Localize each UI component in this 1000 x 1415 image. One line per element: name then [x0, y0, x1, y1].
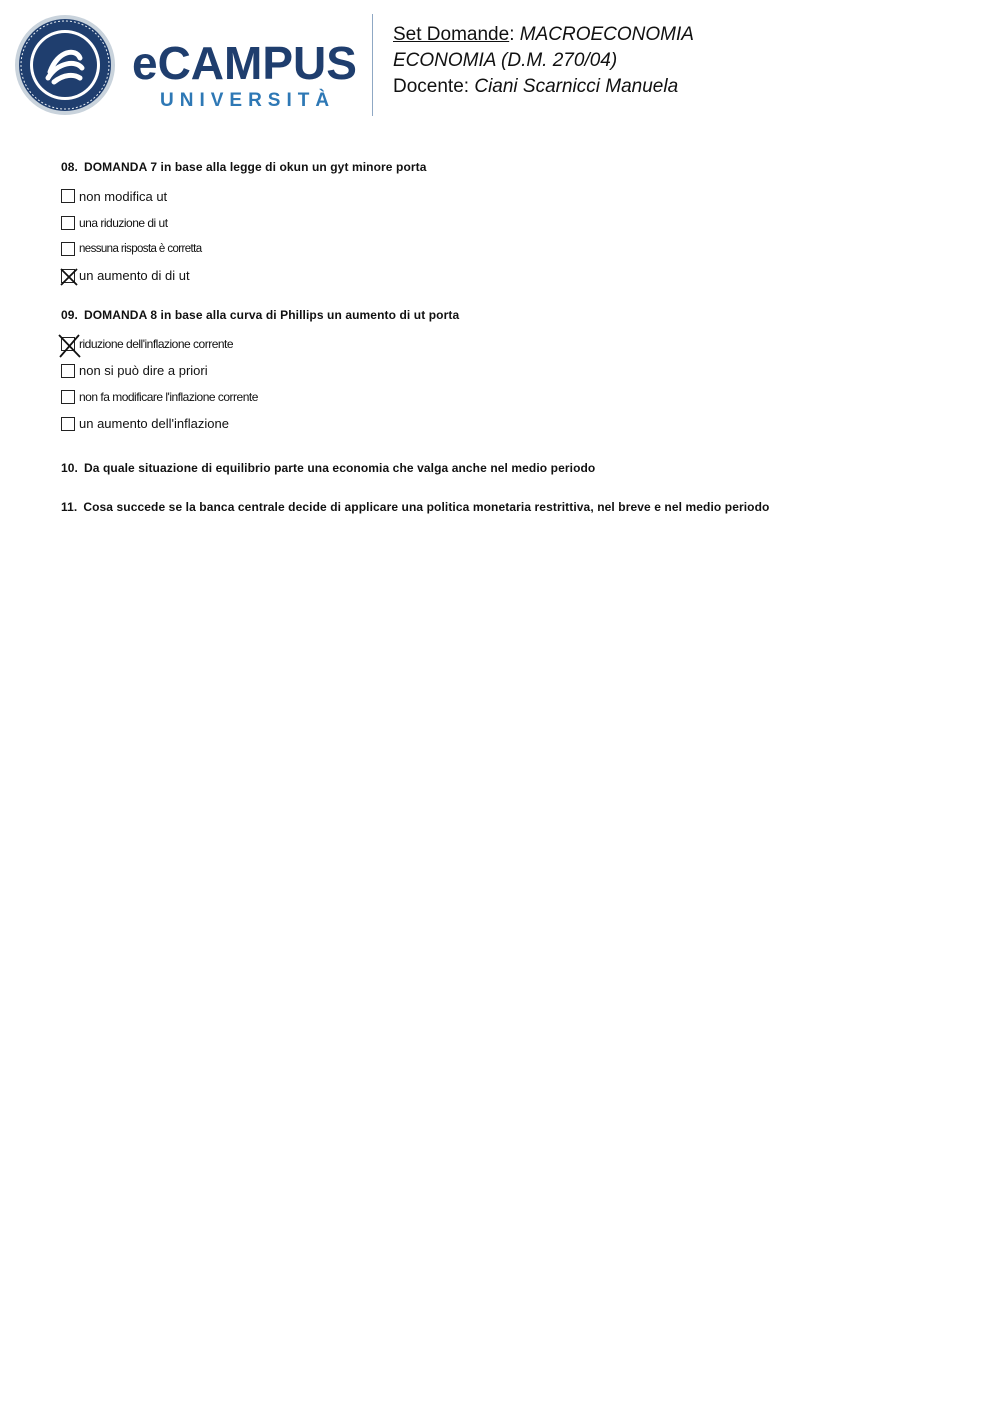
- answer-label: un aumento di di ut: [79, 268, 190, 284]
- answer-label: una riduzione di ut: [79, 215, 168, 230]
- header-divider: [372, 14, 373, 116]
- brand-subtext: UNIVERSITÀ: [160, 90, 336, 111]
- cross-mark-icon: [58, 334, 82, 358]
- teacher-name: Ciani Scarnicci Manuela: [474, 76, 679, 97]
- course-title-line: Set Domande: MACROECONOMIA: [393, 24, 694, 45]
- answer-option[interactable]: [61, 183, 961, 210]
- checkbox[interactable]: [61, 364, 75, 378]
- answer-option[interactable]: [61, 210, 961, 237]
- checkbox[interactable]: [61, 216, 75, 230]
- question-text: DOMANDA 8 in base alla curva di Phillips un aumento di ut porta: [83, 308, 460, 322]
- answer-options: [61, 183, 961, 289]
- checkbox[interactable]: [61, 390, 75, 404]
- question-number: 09.: [61, 308, 78, 322]
- course-name: MACROECONOMIA: [519, 24, 694, 45]
- question-list: [61, 158, 961, 516]
- answer-label: non fa modificare l'inflazione corrente: [79, 390, 258, 405]
- question-title: [61, 306, 961, 324]
- question-title: [61, 459, 961, 477]
- checkbox[interactable]: [61, 242, 75, 256]
- question-title: [61, 498, 961, 516]
- question-number: 11.: [61, 500, 78, 514]
- answer-options: [61, 331, 961, 437]
- answer-option[interactable]: [61, 411, 961, 438]
- answer-label: riduzione dell'inflazione corrente: [79, 337, 234, 352]
- question-text: Da quale situazione di equilibrio parte una economia che valga anche nel medio periodo: [83, 461, 596, 475]
- university-seal-icon: [14, 14, 116, 116]
- answer-option[interactable]: [61, 358, 961, 385]
- checkbox[interactable]: [61, 417, 75, 431]
- answer-option-selected[interactable]: [61, 331, 961, 358]
- question-08: [61, 158, 961, 289]
- answer-label: non si può dire a priori: [79, 363, 208, 379]
- checkbox-checked[interactable]: [61, 269, 75, 283]
- course-info: [393, 22, 694, 100]
- question-title: [61, 158, 961, 176]
- page-header: [0, 0, 1000, 130]
- question-10: [61, 459, 961, 477]
- question-number: 10.: [61, 461, 78, 475]
- brand-wordmark: eCAMPUS: [132, 37, 357, 89]
- course-degree: ECONOMIA (D.M. 270/04): [393, 50, 618, 71]
- teacher-line: Docente: Ciani Scarnicci Manuela: [393, 76, 679, 97]
- set-label: Set Domande: [393, 24, 510, 45]
- checkbox-checked[interactable]: [61, 337, 75, 351]
- checkbox[interactable]: [61, 189, 75, 203]
- ecampus-logo: [14, 14, 359, 116]
- question-09: [61, 306, 961, 437]
- answer-option[interactable]: [61, 236, 961, 263]
- answer-option-selected[interactable]: [61, 263, 961, 290]
- question-number: 08.: [61, 160, 78, 174]
- question-11: [61, 498, 961, 516]
- answer-option[interactable]: [61, 384, 961, 411]
- answer-label: nessuna risposta è corretta: [79, 243, 202, 256]
- answer-label: un aumento dell'inflazione: [79, 416, 229, 432]
- teacher-label: Docente: [393, 76, 464, 97]
- cross-mark-icon: [58, 266, 80, 288]
- question-text: DOMANDA 7 in base alla legge di okun un gyt minore porta: [83, 160, 427, 174]
- question-text: Cosa succede se la banca centrale decide di applicare una politica monetaria restrittiva, nel breve e nel medio periodo: [83, 500, 770, 514]
- answer-label: non modifica ut: [79, 188, 168, 204]
